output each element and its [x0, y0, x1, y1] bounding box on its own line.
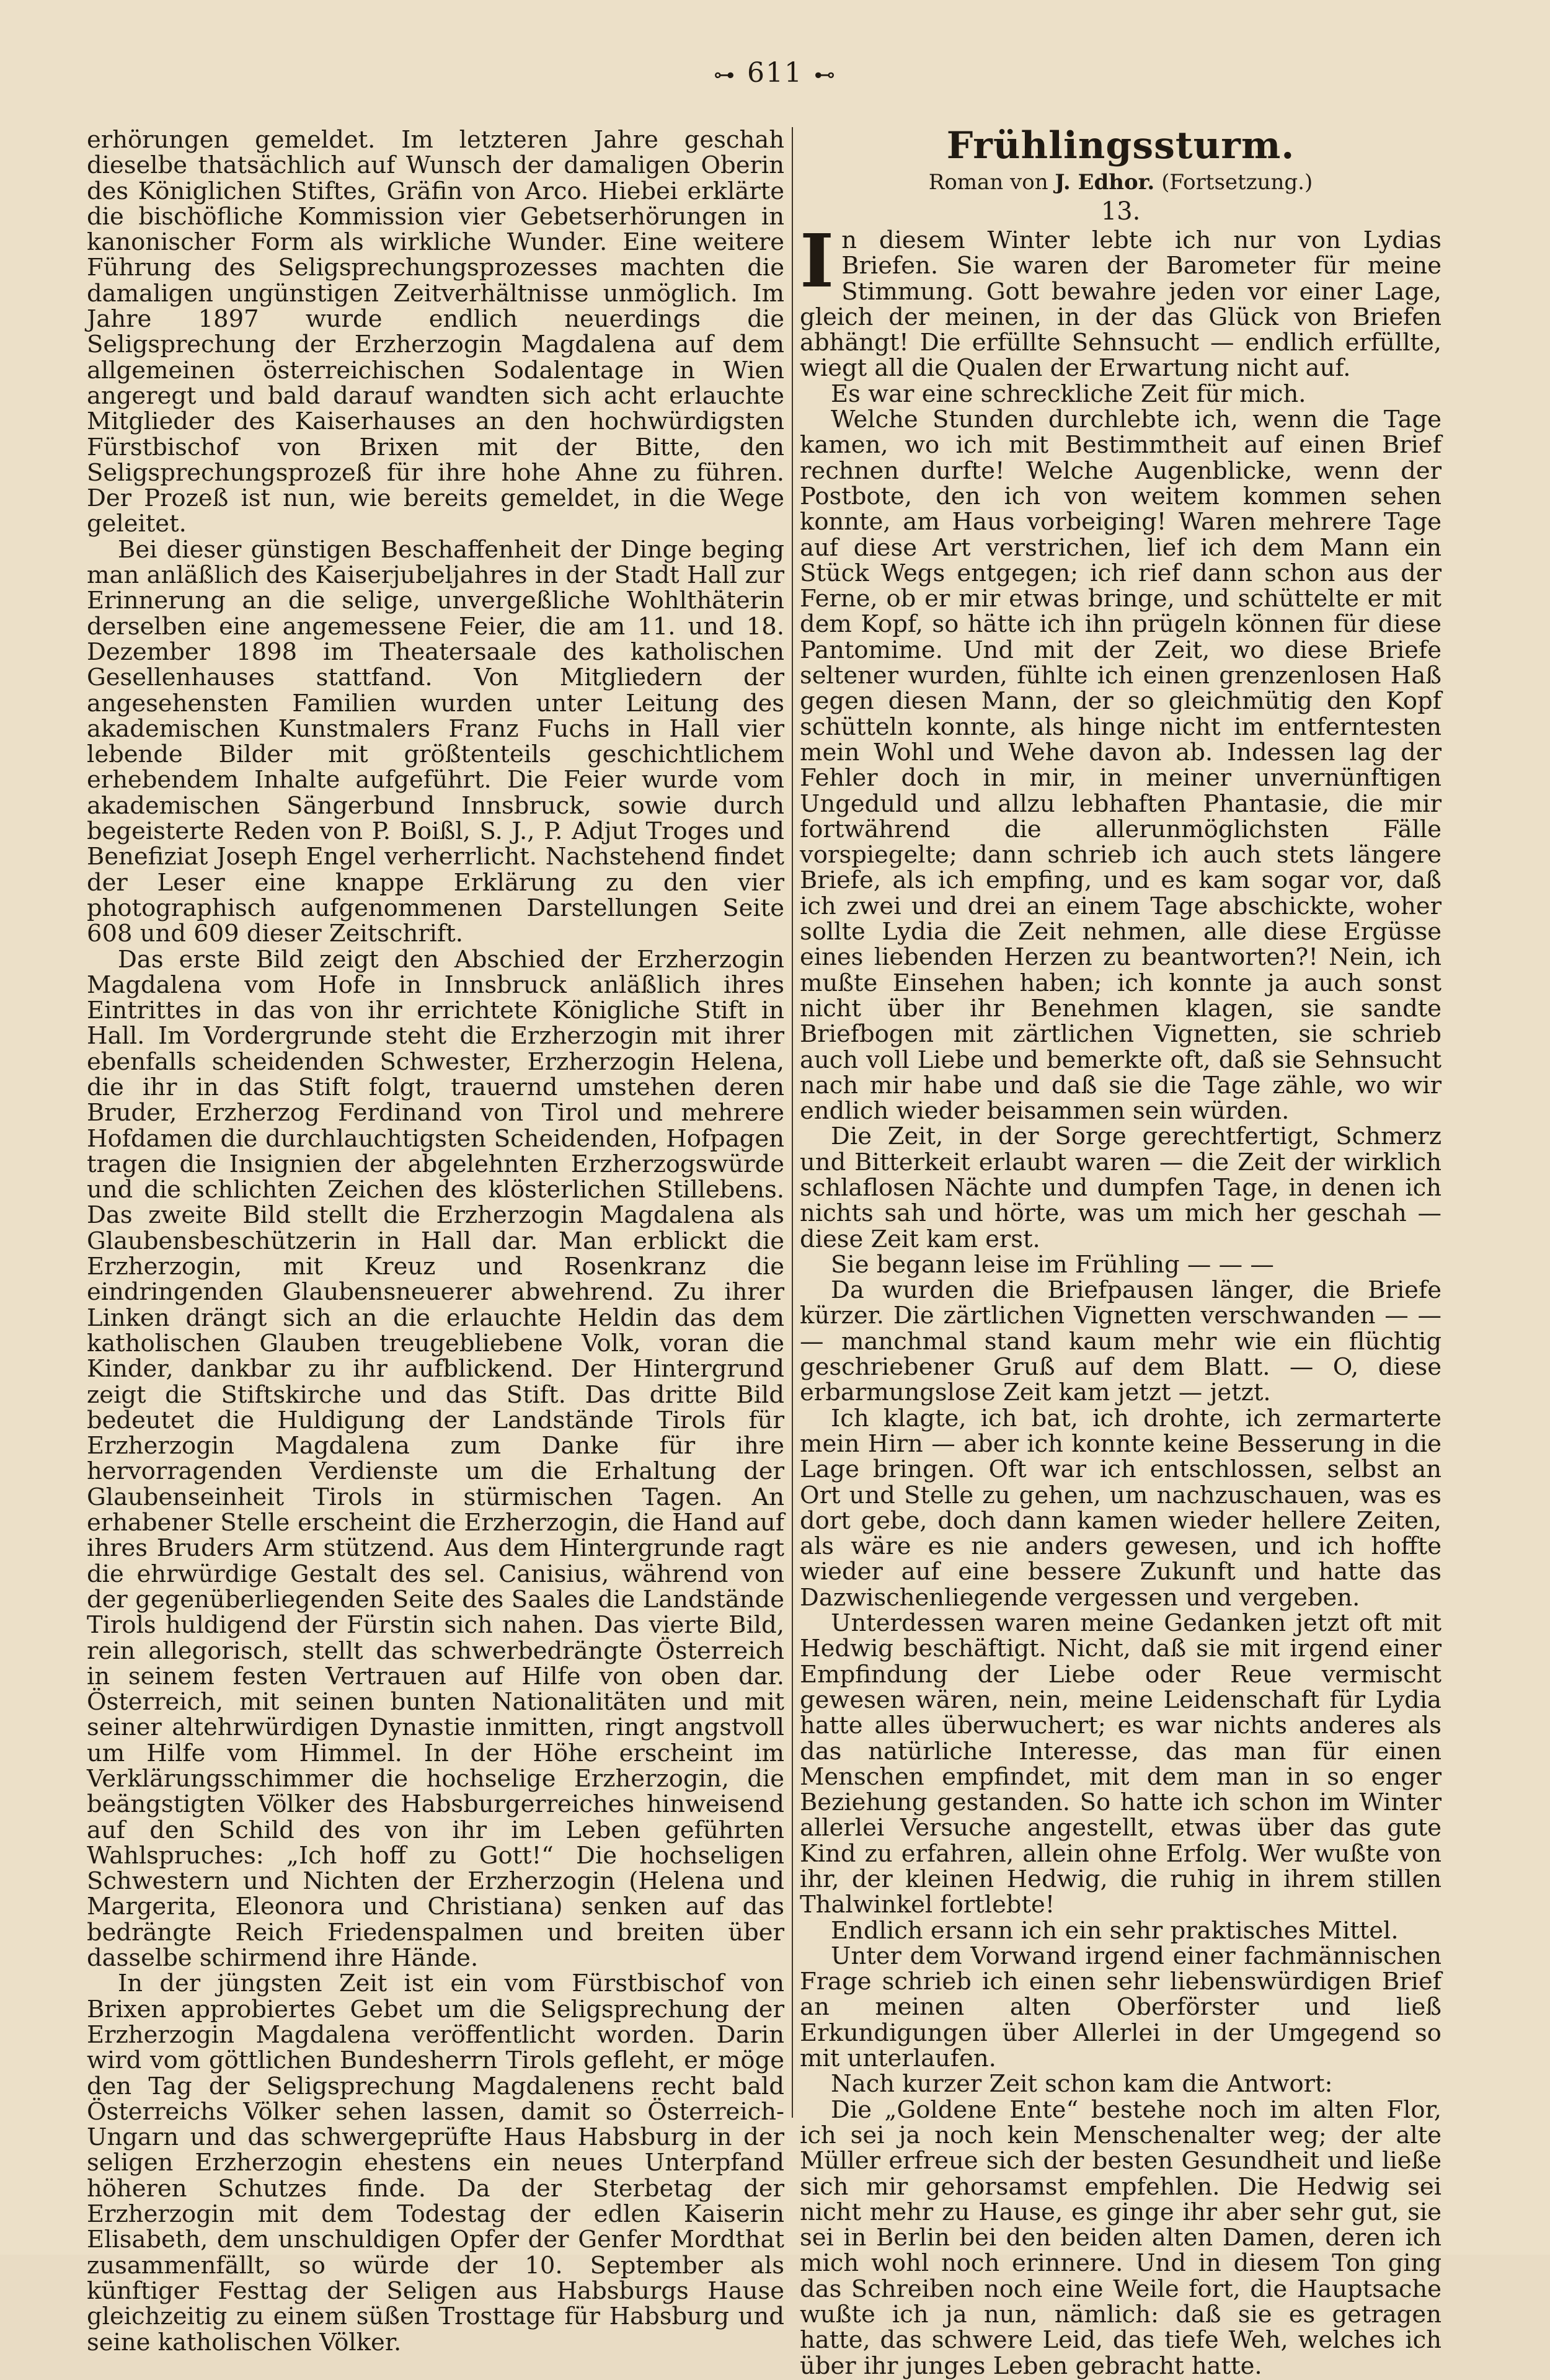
novel-title: Frühlingssturm. [946, 124, 1295, 167]
article-paragraph: erhörungen gemeldet. Im letzteren Jahre geschah dieselbe thatsächlich auf Wunsch der damaligen Oberin des Königlichen Stiftes, Gräfin von Arco. Hiebei erklärte die bischöfliche Kommission vier Gebetserhörungen in kanonischer Form als wirkliche Wunder. Eine weitere Führung des Seligsprechungsprozesses machten die damaligen ungünstigen Zeitverhältnisse unmöglich. Im Jahre 1897 wurde endlich neuerdings die Seligsprechung der Erzherzogin Magdalena auf dem allgemeinen österreichischen Sodalentage in Wien angeregt und bald darauf wandten sich acht erlauchte Mitglieder des Kaiserhauses an den hochwürdigsten Fürstbischof von Brixen mit der Bitte, den Seligsprechungsprozeß für ihre hohe Ahne zu führen. Der Prozeß ist nun, wie bereits gemeldet, in die Wege geleitet. [87, 126, 784, 538]
page-header [0, 57, 1550, 89]
author-name: J. Edhor. [1055, 170, 1155, 195]
novel-paragraph: Nach kurzer Zeit schon kam die Antwort: [831, 2070, 1333, 2098]
novel-paragraph: Welche Stunden durchlebte ich, wenn die Tage kamen, wo ich mit Bestimmtheit auf einen Brief rechnen durfte! Welche Augenblicke, wenn der Postbote, den ich von weitem kommen sehen konnte, am Haus vorbeiging! Waren mehrere Tage auf diese Art verstrichen, lief ich dem Mann ein Stück Wegs entgegen; ich rief dann schon aus der Ferne, ob er mir etwas bringe, und schüttelte er mit dem Kopf, so hätte ich ihn prügeln können für diese Pantomime. Und mit der Zeit, wo diese Briefe seltener wurden, fühlte ich einen grenzenlosen Haß gegen diesen Mann, der so gleichmütig den Kopf schütteln konnte, als hinge nicht im entferntesten mein Wohl und Wehe davon ab. Indessen lag der Fehler doch in mir, in meiner unvernünftigen Ungeduld und allzu lebhaften Phantasie, die mir fortwährend die allerunmöglichsten Fälle vorspiegelte; dann schrieb ich auch stets längere Briefe, als ich empfing, und es kam sogar vor, daß ich zwei und drei an einem Tage abschickte, woher sollte Lydia die Zeit nehmen, alle diese Ergüsse eines liebenden Herzen zu beantworten?! Nein, ich mußte Einsehen haben; ich konnte ja auch sonst nicht über ihr Benehmen klagen, sie sandte Briefbogen mit zärtlichen Vignetten, sie schrieb auch voll Liebe und bemerkte oft, daß sie Sehnsucht nach mir habe und daß sie die Tage zähle, wo wir endlich wieder beisammen sein würden. [800, 406, 1442, 1126]
novel-paragraph: Es war eine schreckliche Zeit für mich. [831, 380, 1306, 408]
ornament-left-icon: ⊶ [714, 63, 736, 87]
novel-first-paragraph [800, 218, 1442, 383]
subtitle-prefix: Roman von [928, 170, 1048, 195]
novel-paragraph: Unterdessen waren meine Gedanken jetzt oft mit Hedwig beschäftigt. Nicht, daß sie mit irgend einer Empfindung der Liebe oder Reue vermischt gewesen wären, nein, meine Leidenschaft für Lydia hatte alles überwuchert; es war nichts anderes als das natürliche Interesse, das man für einen Menschen empfindet, mit dem man in so enger Beziehung gestanden. So hatte ich schon im Winter allerlei Versuche angestellt, etwas über das gute Kind zu erfahren, allein ohne Erfolg. Wer wußte von ihr, der kleinen Hedwig, die ruhig in ihrem stillen Thalwinkel fortlebte! [800, 1609, 1442, 1919]
chapter-number: 13. [1100, 197, 1141, 226]
page-number: 611 [747, 57, 803, 89]
subtitle-suffix: (Fortsetzung.) [1161, 170, 1313, 195]
right-column [800, 124, 1442, 2380]
novel-paragraph: Ich klagte, ich bat, ich drohte, ich zermarterte mein Hirn — aber ich konnte keine Besserung in die Lage bringen. Oft war ich entschlossen, selbst an Ort und Stelle zu gehen, um nachzuschauen, was es dort gebe, doch dann kamen wieder hellere Zeiten, als wäre es nie anders gewesen, und ich hoffte wieder auf eine bessere Zukunft und hatte das Dazwischenliegende vergessen und vergeben. [800, 1404, 1442, 1612]
novel-subtitle [800, 169, 1442, 195]
column-divider [792, 127, 793, 2118]
ornament-right-icon: ⊷ [813, 63, 836, 87]
novel-paragraph: Da wurden die Briefpausen länger, die Briefe kürzer. Die zärtlichen Vignetten verschwanden — — — manchmal stand kaum mehr wie ein flüchtig geschriebener Gruß auf dem Blatt. — O, diese erbarmungslose Zeit kam jetzt — jetzt. [800, 1276, 1442, 1407]
article-paragraph: Das erste Bild zeigt den Abschied der Erzherzogin Magdalena vom Hofe in Innsbruck anläßlich ihres Eintrittes in das von ihr errichtete Königliche Stift in Hall. Im Vordergrunde steht die Erzherzogin mit ihrer ebenfalls scheidenden Schwester, Erzherzogin Helena, die ihr in das Stift folgt, trauernd umstehen deren Bruder, Erzherzog Ferdinand von Tirol und mehrere Hofdamen die durchlauchtigsten Scheidenden, Hofpagen tragen die Insignien der abgelehnten Erzherzogswürde und die schlichten Zeichen des klösterlichen Stillebens. Das zweite Bild stellt die Erzherzogin Magdalena als Glaubensbeschützerin in Hall dar. Man erblickt die Erzherzogin, mit Kreuz und Rosenkranz die eindringenden Glaubensneuerer abwehrend. Zu ihrer Linken drängt sich an die erlauchte Heldin das dem katholischen Glauben treugebliebene Volk, voran die Kinder, dankbar zu ihr aufblickend. Der Hintergrund zeigt die Stiftskirche und das Stift. Das dritte Bild bedeutet die Huldigung der Landstände Tirols für Erzherzogin Magdalena zum Danke für ihre hervorragenden Verdienste um die Erhaltung der Glaubenseinheit Tirols in stürmischen Tagen. An erhabener Stelle erscheint die Erzherzogin, die Hand auf ihres Bruders Arm stützend. Aus dem Hintergrunde ragt die ehrwürdige Gestalt des sel. Canisius, während von der gegenüberliegenden Seite des Saales die Landstände Tirols huldigend der Fürstin sich nahen. Das vierte Bild, rein allegorisch, stellt das schwerbedrängte Österreich in seinem festen Vertrauen auf Hilfe von oben dar. Österreich, mit seinen bunten Nationalitäten und mit seiner altehrwürdigen Dynastie inmitten, ringt angstvoll um Hilfe vom Himmel. In der Höhe erscheint im Verklärungsschimmer die hochselige Erzherzogin, die beängstigten Völker des Habsburgerreiches hinweisend auf den Schild des von ihr im Leben geführten Wahlspruches: „Ich hoff zu Gott!“ Die hochseligen Schwestern und Nichten der Erzherzogin (Helena und Margerita, Eleonora und Christiana) senken auf das bedrängte Reich Friedenspalmen und breiten über dasselbe schirmend ihre Hände. [87, 945, 784, 1973]
article-paragraph: Bei dieser günstigen Beschaffenheit der Dinge beging man anläßlich des Kaiserjubeljahres in der Stadt Hall zur Erinnerung an die selige, unvergeßliche Wohlthäterin derselben eine angemessene Feier, die am 11. und 18. Dezember 1898 im Theatersaale des katholischen Gesellenhauses stattfand. Von Mitgliedern der angesehensten Familien wurden unter Leitung des akademischen Kunstmalers Franz Fuchs in Hall vier lebende Bilder mit größtenteils geschichtlichem erhebendem Inhalte aufgeführt. Die Feier wurde vom akademischen Sängerbund Innsbruck, sowie durch begeisterte Reden von P. Boißl, S. J., P. Adjut Troges und Benefiziat Joseph Engel verherrlicht. Nachstehend findet der Leser eine knappe Erklärung zu den vier photographisch aufgenommenen Darstellungen Seite 608 und 609 dieser Zeitschrift. [87, 535, 784, 948]
novel-paragraph: Die Zeit, in der Sorge gerechtfertigt, Schmerz und Bitterkeit erlaubt waren — die Zeit der wirklich schlaflosen Nächte und dumpfen Tage, in denen ich nichts sah und hörte, was um mich her geschah — diese Zeit kam erst. [800, 1122, 1442, 1253]
drop-cap: I [800, 218, 835, 304]
novel-paragraph: Sie begann leise im Frühling — — — [831, 1250, 1274, 1279]
novel-paragraph: Endlich ersann ich ein sehr praktisches Mittel. [831, 1916, 1399, 1945]
left-column [87, 127, 784, 2355]
article-paragraph: In der jüngsten Zeit ist ein vom Fürstbischof von Brixen approbiertes Gebet um die Seligsprechung der Erzherzogin Magdalena veröffentlicht worden. Darin wird vom göttlichen Bundesherrn Tirols gefleht, er möge den Tag der Seligsprechung Magdalenens recht bald Österreichs Völker sehen lassen, damit so Österreich-Ungarn und das schwergeprüfte Haus Habsburg in der seligen Erzherzogin ehestens ein neues Unterpfand höheren Schutzes finde. Da der Sterbetag der Erzherzogin mit dem Todestag der edlen Kaiserin Elisabeth, dem unschuldigen Opfer der Genfer Mordthat zusammenfällt, so würde der 10. September als künftiger Festtag der Seligen aus Habsburgs Hause gleichzeitig zu einem süßen Trosttage für Habsburg und seine katholischen Völker. [87, 1969, 784, 2356]
first-paragraph-text: n diesem Winter lebte ich nur von Lydias Briefen. Sie waren der Barometer für meine Stimmung. Gott bewahre jeden vor einer Lage, gleich der meinen, in der das Glück von Briefen abhängt! Die erfüllte Sehnsucht — endlich erfüllte, wiegt all die Qualen der Erwartung nicht auf. [800, 226, 1442, 383]
novel-paragraph: Unter dem Vorwand irgend einer fachmännischen Frage schrieb ich einen sehr liebenswürdigen Brief an meinen alten Oberförster und ließ Erkundigungen über Allerlei in der Umgegend so mit unterlaufen. [800, 1942, 1442, 2073]
novel-paragraph: Die „Goldene Ente“ bestehe noch im alten Flor, ich sei ja noch kein Menschenalter weg; der alte Müller erfreue sich der besten Gesundheit und ließe sich mir gehorsamst empfehlen. Die Hedwig sei nicht mehr zu Hause, es ginge ihr aber sehr gut, sie sei in Berlin bei den beiden alten Damen, deren ich mich wohl noch erinnere. Und in diesem Ton ging das Schreiben noch eine Weile fort, die Hauptsache wußte ich ja nun, nämlich: daß sie es getragen hatte, das schwere Leid, das tiefe Weh, welches ich über ihr junges Leben gebracht hatte. [800, 2095, 1442, 2380]
